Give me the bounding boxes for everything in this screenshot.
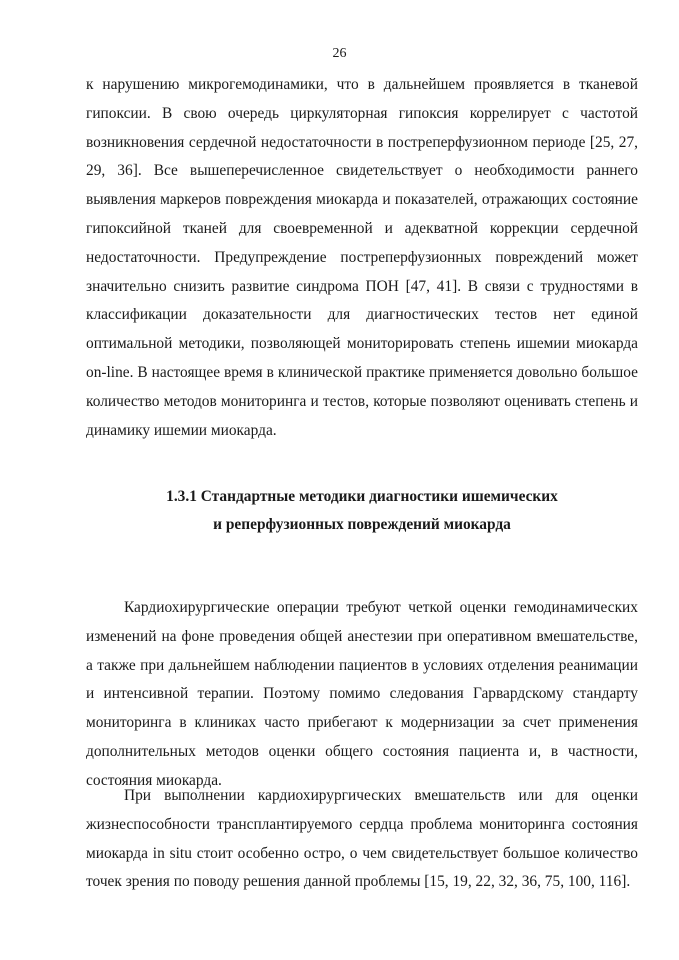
section-heading [86,483,638,539]
paragraph-continued: к нарушению микрогемодинамики, что в дальнейшем проявляется в тканевой гипоксии. В свою очередь циркуляторная гипоксия коррелирует с частотой возникновения сердечной недостаточности в постреперфузионном периоде [25, 27, 29, 36]. Все вышеперечисленное свидетельствует о необходимости раннего выявления маркеров повреждения миокарда и показателей, отражающих состояние гипоксийной тканей для своевременной и адекватной коррекции сердечной недостаточности. Предупреждение постреперфузионных повреждений может значительно снизить развитие синдрома ПОН [47, 41]. В связи с трудностями в классификации доказательности для диагностических тестов нет единой оптимальной методики, позволяющей мониторировать степень ишемии миокарда on-line. В настоящее время в клинической практике применяется довольно большое количество методов мониторинга и тестов, которые позволяют оценивать степень и динамику ишемии миокарда. [86,76,638,439]
section-heading-line-1: 1.3.1 Стандартные методики диагностики ишемических [166,488,558,505]
section-heading-line-2: и реперфузионных повреждений миокарда [213,516,511,533]
paragraph-cardiac-surgery: Кардиохирургические операции требуют четкой оценки гемодинамических изменений на фоне проведения общей анестезии при оперативном вмешательстве, а также при дальнейшем наблюдении пациентов в условиях отделения реанимации и интенсивной терапии. Поэтому помимо следования Гарвардскому стандарту мониторинга в клиниках часто прибегают к модернизации за счет применения дополнительных методов оценки общего состояния пациента и, в частности, состояния миокарда. [86,599,638,789]
paragraph-monitoring-in-situ: При выполнении кардиохирургических вмешательств или для оценки жизнеспособности трансплантируемого сердца проблема мониторинга состояния миокарда in situ стоит особенно остро, о чем свидетельствует большое количество точек зрения по поводу решения данной проблемы [15, 19, 22, 32, 36, 75, 100, 116]. [86,787,638,891]
page-number: 26 [332,46,347,61]
